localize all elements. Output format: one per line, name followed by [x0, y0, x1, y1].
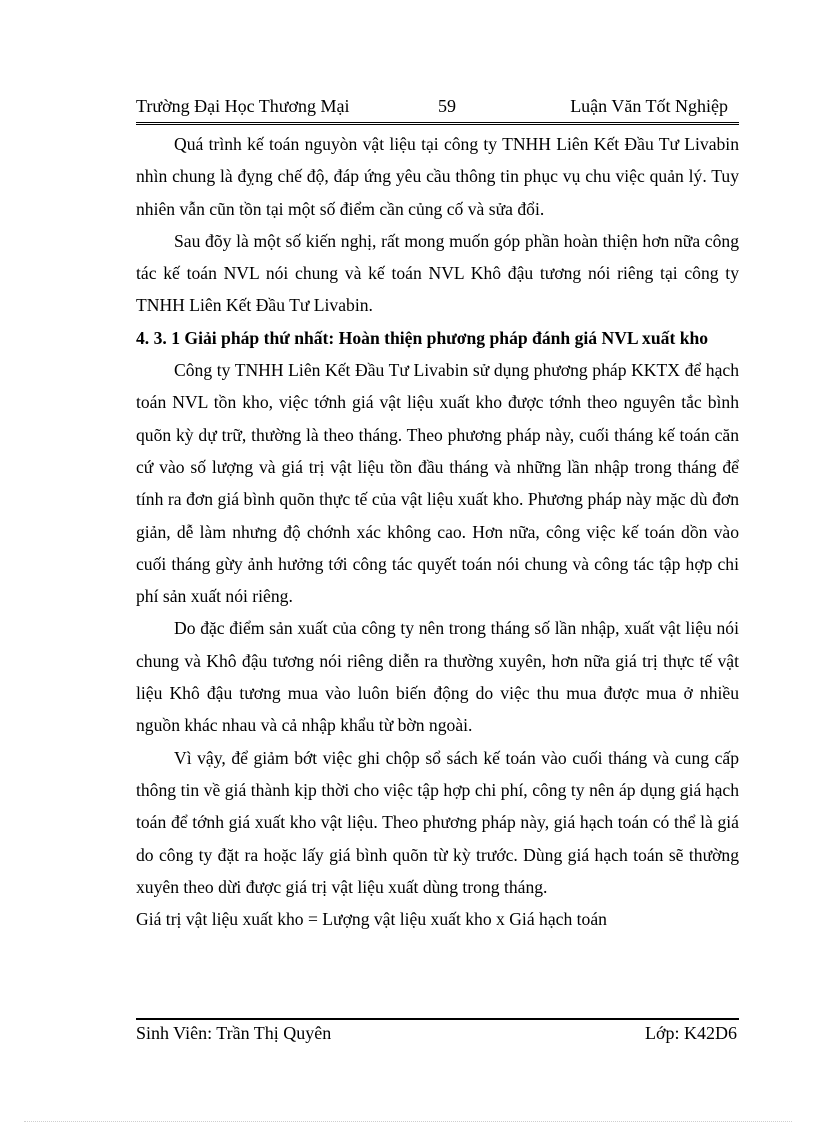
page-body [136, 128, 739, 935]
header-thesis-title: Luận Văn Tốt Nghiệp [570, 96, 728, 116]
header-page-number: 59 [438, 96, 456, 116]
footer-class-code: Lớp: K42D6 [644, 1023, 737, 1043]
footer-rule [136, 1018, 739, 1020]
header-rule [136, 122, 739, 125]
formula-line: Giá trị vật liệu xuất kho = Lượng vật liệu xuất kho x Giá hạch toán [136, 909, 607, 930]
paragraph-5: Vì vậy, để giảm bớt việc ghi chộp sổ sách kế toán vào cuối tháng và cung cấp thông tin về giá thành kịp thời cho việc tập hợp chi phí, công ty nên áp dụng giá hạch toán để tớnh giá xuất kho vật liệu. Theo phương pháp này, giá hạch toán có thể là giá do công ty đặt ra hoặc lấy giá bình quõn từ kỳ trước. Dùng giá hạch toán sẽ thường xuyên theo dừi được giá trị vật liệu xuất dùng trong tháng. [136, 747, 739, 897]
paragraph-1: Quá trình kế toán nguyòn vật liệu tại công ty TNHH Liên Kết Đầu Tư Livabin nhìn chung là đỵng chế độ, đáp ứng yêu cầu thông tin phục vụ chu việc quản lý. Tuy nhiên vẫn cũn tồn tại một số điểm cần củng cố và sửa đổi. [136, 134, 739, 219]
section-heading: 4. 3. 1 Giải pháp thứ nhất: Hoàn thiện phương pháp đánh giá NVL xuất kho [136, 327, 709, 348]
footer-student-name: Sinh Viên: Trần Thị Quyên [136, 1023, 332, 1043]
page-header [136, 96, 739, 122]
page-bottom-edge [24, 1121, 792, 1122]
paragraph-3: Công ty TNHH Liên Kết Đầu Tư Livabin sử dụng phương pháp KKTX để hạch toán NVL tồn kho, việc tớnh giá vật liệu xuất kho được tớnh theo nguyên tắc bình quõn kỳ dự trữ, thường là theo tháng. Theo phương pháp này, cuối tháng kế toán căn cứ vào số lượng và giá trị vật liệu tồn đầu tháng và những lần nhập trong tháng để tính ra đơn giá bình quõn thực tế của vật liệu xuất kho. Phương pháp này mặc dù đơn giản, dễ làm nhưng độ chớnh xác không cao. Hơn nữa, công việc kế toán dồn vào cuối tháng gừy ảnh hưởng tới công tác quyết toán nói chung và công tác tập hợp chi phí sản xuất nói riêng. [136, 360, 739, 607]
paragraph-2: Sau đõy là một số kiến nghị, rất mong muốn góp phần hoàn thiện hơn nữa công tác kế toán NVL nói chung và kế toán NVL Khô đậu tương nói riêng tại công ty TNHH Liên Kết Đầu Tư Livabin. [136, 230, 739, 316]
page-footer [136, 1023, 739, 1049]
header-school-name: Trường Đại Học Thương Mại [136, 96, 350, 116]
paragraph-4: Do đặc điểm sản xuất của công ty nên trong tháng số lần nhập, xuất vật liệu nói chung và Khô đậu tương nói riêng diễn ra thường xuyên, hơn nữa giá trị thực tế vật liệu Khô đậu tương mua vào luôn biến động do việc thu mua được mua ở nhiều nguồn khác nhau và cả nhập khẩu từ bờn ngoài. [136, 618, 739, 736]
